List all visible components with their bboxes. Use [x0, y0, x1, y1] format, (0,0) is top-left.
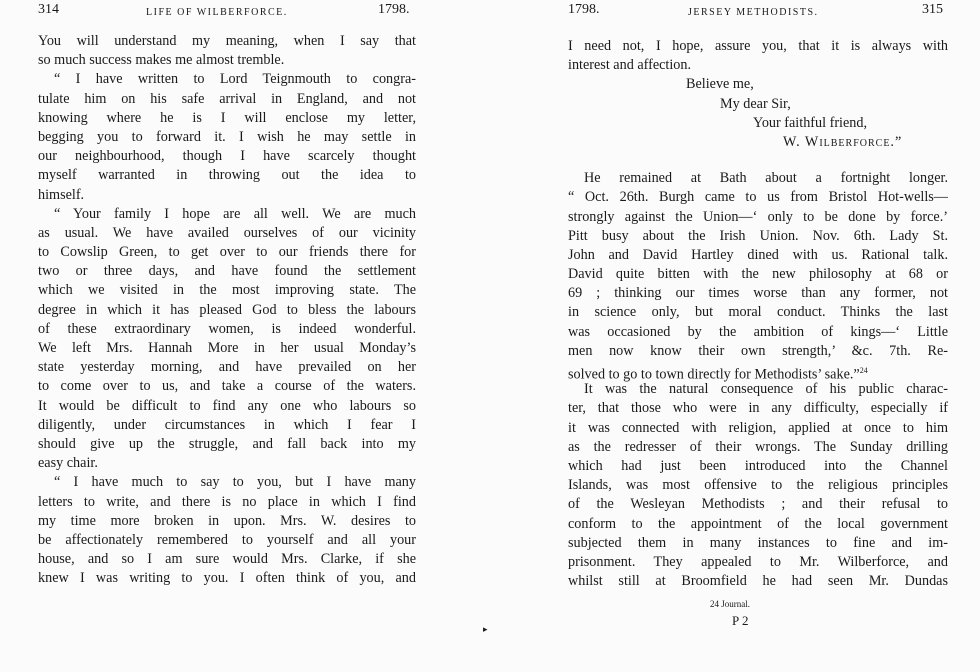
text-line: John and David Hartley dined with us. Rational talk.: [568, 246, 948, 263]
text-line: as the redresser of their wrongs. The Sunday drilling: [568, 438, 948, 455]
text-line: letters to write, and there is no place in which I find: [38, 493, 416, 510]
text-line: It was the natural consequence of his public charac-: [584, 381, 948, 398]
text-line: easy chair.: [38, 455, 98, 472]
text-line: 69 ; thinking our times worse than any former, not: [568, 285, 948, 302]
closing-line: Believe me,: [686, 76, 754, 93]
text-line: house, and so I am sure would Mrs. Clarke, if she: [38, 551, 416, 568]
text-line: I need not, I hope, assure you, that it is always with: [568, 38, 948, 54]
left-page: [0, 0, 470, 672]
text-line: my time more broken in upon. Mrs. W. desires to: [38, 512, 416, 529]
text-line: Islands, was most offensive to the religious principles: [568, 477, 948, 494]
right-running-head: JERSEY METHODISTS.: [688, 7, 819, 18]
footnote-ref: 24: [859, 366, 868, 375]
text-line: begging you to forward it. I wish he may settle in: [38, 128, 416, 145]
text-line: two or three days, and have found the settlement: [38, 263, 416, 280]
closing-line: My dear Sir,: [720, 95, 791, 112]
right-year: 1798.: [568, 2, 600, 17]
footnote: 24 Journal.: [710, 599, 750, 609]
text-line: it was connected with religion, applied at once to him: [568, 419, 948, 436]
text-line: tulate him on his safe arrival in England, and not: [38, 90, 416, 107]
text-line: We left Mrs. Hannah More in her usual Monday’s: [38, 340, 416, 356]
text-line: as usual. We have availed ourselves of our vicinity: [38, 224, 416, 241]
text-line: men now know their own strength,’ &c. 7th. Re-: [568, 342, 948, 359]
text-line: “ I have written to Lord Teignmouth to congra-: [54, 71, 416, 88]
text-line: conform to the appointment of the local government: [568, 515, 948, 532]
right-body: [568, 37, 948, 591]
signature: [568, 133, 948, 152]
text-line: [568, 361, 948, 383]
spacer: [568, 152, 948, 169]
left-page-number: 314: [38, 2, 59, 17]
gutter-mark: ▸: [483, 624, 488, 634]
text-line: of the Wesleyan Methodists ; and their refusal to: [568, 496, 948, 513]
text-line: interest and affection.: [568, 57, 692, 74]
text-line: ter, that those who were in any difficulty, especially if: [568, 400, 948, 417]
text-line: diligently, under circumstances in which I fear I: [38, 416, 416, 433]
text-line: which we visited in the most improving state. The: [38, 282, 416, 299]
text-line: to come over to us, and take a course of the waters.: [38, 378, 416, 395]
left-running-head: LIFE OF WILBERFORCE.: [146, 7, 288, 18]
text-line: knew I was writing to you. I often think of you, and: [38, 570, 416, 587]
signature-mark: P 2: [732, 613, 749, 628]
text-line: state yesterday morning, and have prevailed on her: [38, 359, 416, 376]
signature-text: W. Wilberforce.”: [783, 133, 903, 150]
text-line: should give up the struggle, and fall back into my: [38, 435, 416, 452]
left-year: 1798.: [378, 2, 410, 17]
text-line: strongly against the Union—‘ only to be done by force.’: [568, 208, 948, 225]
text-line: be affectionately remembered to yourself and all your: [38, 531, 416, 548]
text-line: which had just been introduced into the Channel: [568, 457, 948, 474]
text-line: our neighbourhood, though I have scarcely thought: [38, 148, 416, 165]
text-line: prisonment. They appealed to Mr. Wilberforce, and: [568, 553, 948, 570]
text-line: myself warranted in throwing out the idea to: [38, 167, 416, 184]
text-line: “ Oct. 26th. Burgh came to us from Bristol Hot-wells—: [568, 189, 948, 206]
text-line-content: solved to go to town directly for Methodists’ sake.”: [568, 366, 860, 383]
text-line: knowing where he is I will enclose my letter,: [38, 109, 416, 126]
closing-line: Your faithful friend,: [753, 114, 868, 131]
text-line: “ Your family I hope are all well. We are much: [54, 205, 416, 222]
text-line: of these extraordinary women, is indeed wonderful.: [38, 320, 416, 337]
text-line: You will understand my meaning, when I say that: [38, 33, 416, 49]
text-line: David quite bitten with the new philosophy at 68 or: [568, 266, 948, 283]
left-body: [38, 32, 416, 588]
text-line: It would be difficult to find any one who labours so: [38, 397, 416, 414]
text-line: was occasioned by the ambition of kings—‘ Little: [568, 323, 948, 340]
text-line: so much success makes me almost tremble.: [38, 52, 285, 69]
right-page: [530, 0, 980, 672]
text-line: “ I have much to say to you, but I have many: [54, 474, 416, 491]
right-page-number: 315: [922, 2, 943, 17]
text-line: subjected them in many instances to fine and im-: [568, 534, 948, 551]
text-line: to Cowslip Green, to get over to our friends there for: [38, 244, 416, 261]
text-line: He remained at Bath about a fortnight longer.: [584, 170, 948, 187]
text-line: himself.: [38, 186, 85, 203]
text-line: degree in which it has pleased God to bless the labours: [38, 301, 416, 318]
text-line: Pitt busy about the Irish Union. Nov. 6th. Lady St.: [568, 227, 948, 244]
text-line: in science only, but moral conduct. Thinks the last: [568, 304, 948, 321]
text-line: whilst still at Broomfield he had seen Mr. Dundas: [568, 573, 948, 590]
